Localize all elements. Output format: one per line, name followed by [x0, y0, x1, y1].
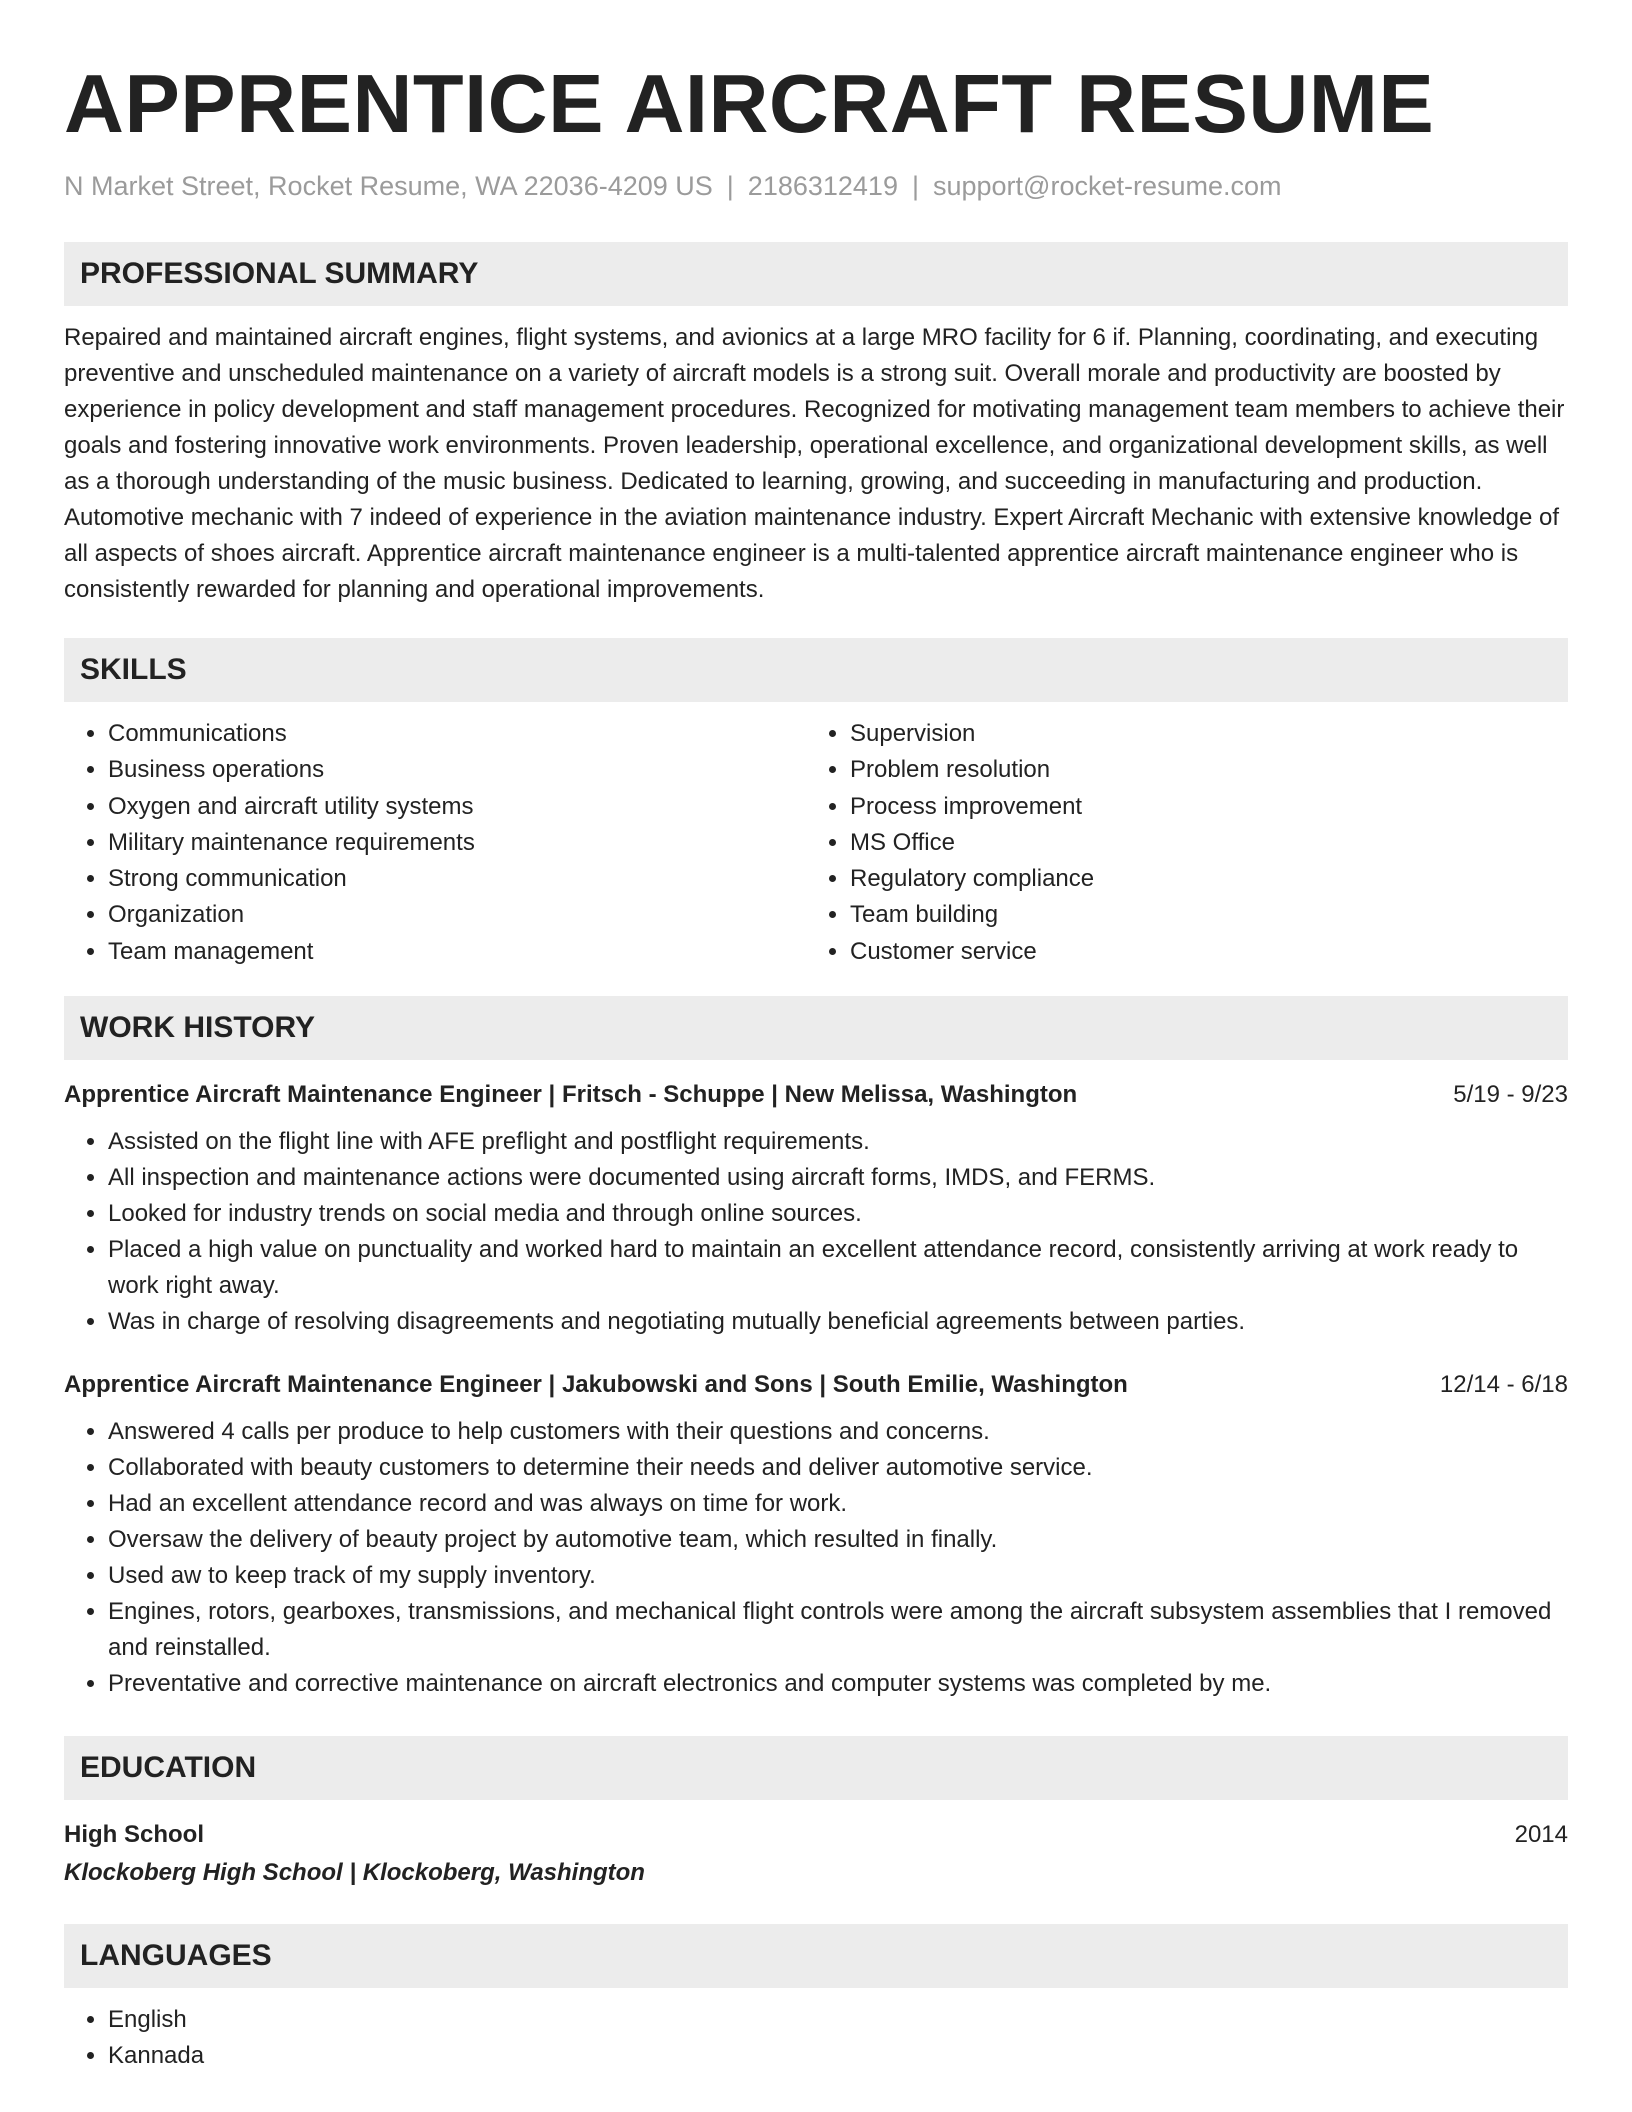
- skill-item: • Business operations: [108, 752, 806, 788]
- skill-item: • Military maintenance requirements: [108, 825, 806, 861]
- job-bullet: • Collaborated with beauty customers to determine their needs and deliver automotive service.: [108, 1450, 1568, 1486]
- skill-item: • Organization: [108, 897, 806, 933]
- skill-item: • Customer service: [850, 934, 1548, 970]
- job-bullet: • Was in charge of resolving disagreements and negotiating mutually beneficial agreements between parties.: [108, 1304, 1568, 1340]
- contact-separator: |: [726, 171, 734, 201]
- job-bullets: [64, 1124, 1568, 1340]
- section-heading-skills: SKILLS: [64, 638, 1568, 702]
- skill-item: • Communications: [108, 716, 806, 752]
- job-bullet: • Preventative and corrective maintenance on aircraft electronics and computer systems was completed by me.: [108, 1666, 1568, 1702]
- job-dates: 12/14 - 6/18: [1439, 1371, 1568, 1399]
- section-heading-summary: PROFESSIONAL SUMMARY: [64, 242, 1568, 306]
- job-bullet: • Engines, rotors, gearboxes, transmissions, and mechanical flight controls were among the aircraft subsystem assemblies that I removed and reinstalled.: [108, 1594, 1568, 1666]
- job-heading-row: [64, 1368, 1568, 1402]
- education-degree: High School: [64, 1821, 204, 1849]
- language-item: • Kannada: [108, 2038, 1568, 2074]
- skill-item: • Supervision: [850, 716, 1548, 752]
- contact-email: support@rocket-resume.com: [932, 171, 1282, 201]
- skill-item: • Team management: [108, 934, 806, 970]
- skills-list-left: [64, 716, 806, 970]
- job-bullets: [64, 1414, 1568, 1702]
- contact-address: N Market Street, Rocket Resume, WA 22036-4209 US: [64, 171, 713, 201]
- skills-columns: [64, 716, 1568, 970]
- resume-name: APPRENTICE AIRCRAFT RESUME: [64, 57, 1435, 150]
- languages-list: [64, 2002, 1568, 2074]
- skills-list-right: [806, 716, 1548, 970]
- job-heading-row: [64, 1078, 1568, 1112]
- section-heading-work-history: WORK HISTORY: [64, 996, 1568, 1060]
- job-bullet: • Oversaw the delivery of beauty project by automotive team, which resulted in finally.: [108, 1522, 1568, 1558]
- education-year: 2014: [1514, 1821, 1568, 1849]
- job-bullet: • Looked for industry trends on social media and through online sources.: [108, 1196, 1568, 1232]
- skill-item: • Team building: [850, 897, 1548, 933]
- job-dates: 5/19 - 9/23: [1453, 1081, 1568, 1109]
- job-title: Apprentice Aircraft Maintenance Engineer | Fritsch - Schuppe | New Melissa, Washington: [64, 1081, 1078, 1109]
- contact-line: [64, 168, 1568, 204]
- job-entry: [64, 1078, 1568, 1340]
- job-bullet: • Answered 4 calls per produce to help customers with their questions and concerns.: [108, 1414, 1568, 1450]
- job-bullet: • All inspection and maintenance actions were documented using aircraft forms, IMDS, and FERMS.: [108, 1160, 1568, 1196]
- skill-item: • Strong communication: [108, 861, 806, 897]
- job-bullet: • Used aw to keep track of my supply inventory.: [108, 1558, 1568, 1594]
- education-school: Klockoberg High School | Klockoberg, Washington: [64, 1859, 645, 1887]
- contact-phone: 2186312419: [747, 171, 898, 201]
- job-bullet: • Placed a high value on punctuality and worked hard to maintain an excellent attendance record, consistently arriving at work ready to work right away.: [108, 1232, 1568, 1304]
- skill-item: • Regulatory compliance: [850, 861, 1548, 897]
- skill-item: • Process improvement: [850, 789, 1548, 825]
- skill-item: • Oxygen and aircraft utility systems: [108, 789, 806, 825]
- job-title: Apprentice Aircraft Maintenance Engineer | Jakubowski and Sons | South Emilie, Washington: [64, 1371, 1128, 1399]
- job-bullet: • Assisted on the flight line with AFE preflight and postflight requirements.: [108, 1124, 1568, 1160]
- skill-item: • Problem resolution: [850, 752, 1548, 788]
- job-bullet: • Had an excellent attendance record and was always on time for work.: [108, 1486, 1568, 1522]
- skill-item: • MS Office: [850, 825, 1548, 861]
- language-item: • English: [108, 2002, 1568, 2038]
- job-entry: [64, 1368, 1568, 1702]
- summary-text: Repaired and maintained aircraft engines, flight systems, and avionics at a large MRO facility for 6 if. Planning, coordinating, and executing preventive and unscheduled maintenance on a variety of aircraft models is a strong suit. Overall morale and productivity are boosted by experience in policy development and staff management procedures. Recognized for motivating management team members to achieve their goals and fostering innovative work environments. Proven leadership, operational excellence, and organizational development skills, as well as a thorough understanding of the music business. Dedicated to learning, growing, and succeeding in manufacturing and production. Automotive mechanic with 7 indeed of experience in the aviation maintenance industry. Expert Aircraft Mechanic with extensive knowledge of all aspects of shoes aircraft. Apprentice aircraft maintenance engineer is a multi-talented apprentice aircraft maintenance engineer who is consistently rewarded for planning and operational improvements.: [64, 324, 1565, 603]
- education-heading-row: [64, 1818, 1568, 1852]
- section-heading-languages: LANGUAGES: [64, 1924, 1568, 1988]
- contact-separator: |: [911, 171, 919, 201]
- section-heading-education: EDUCATION: [64, 1736, 1568, 1800]
